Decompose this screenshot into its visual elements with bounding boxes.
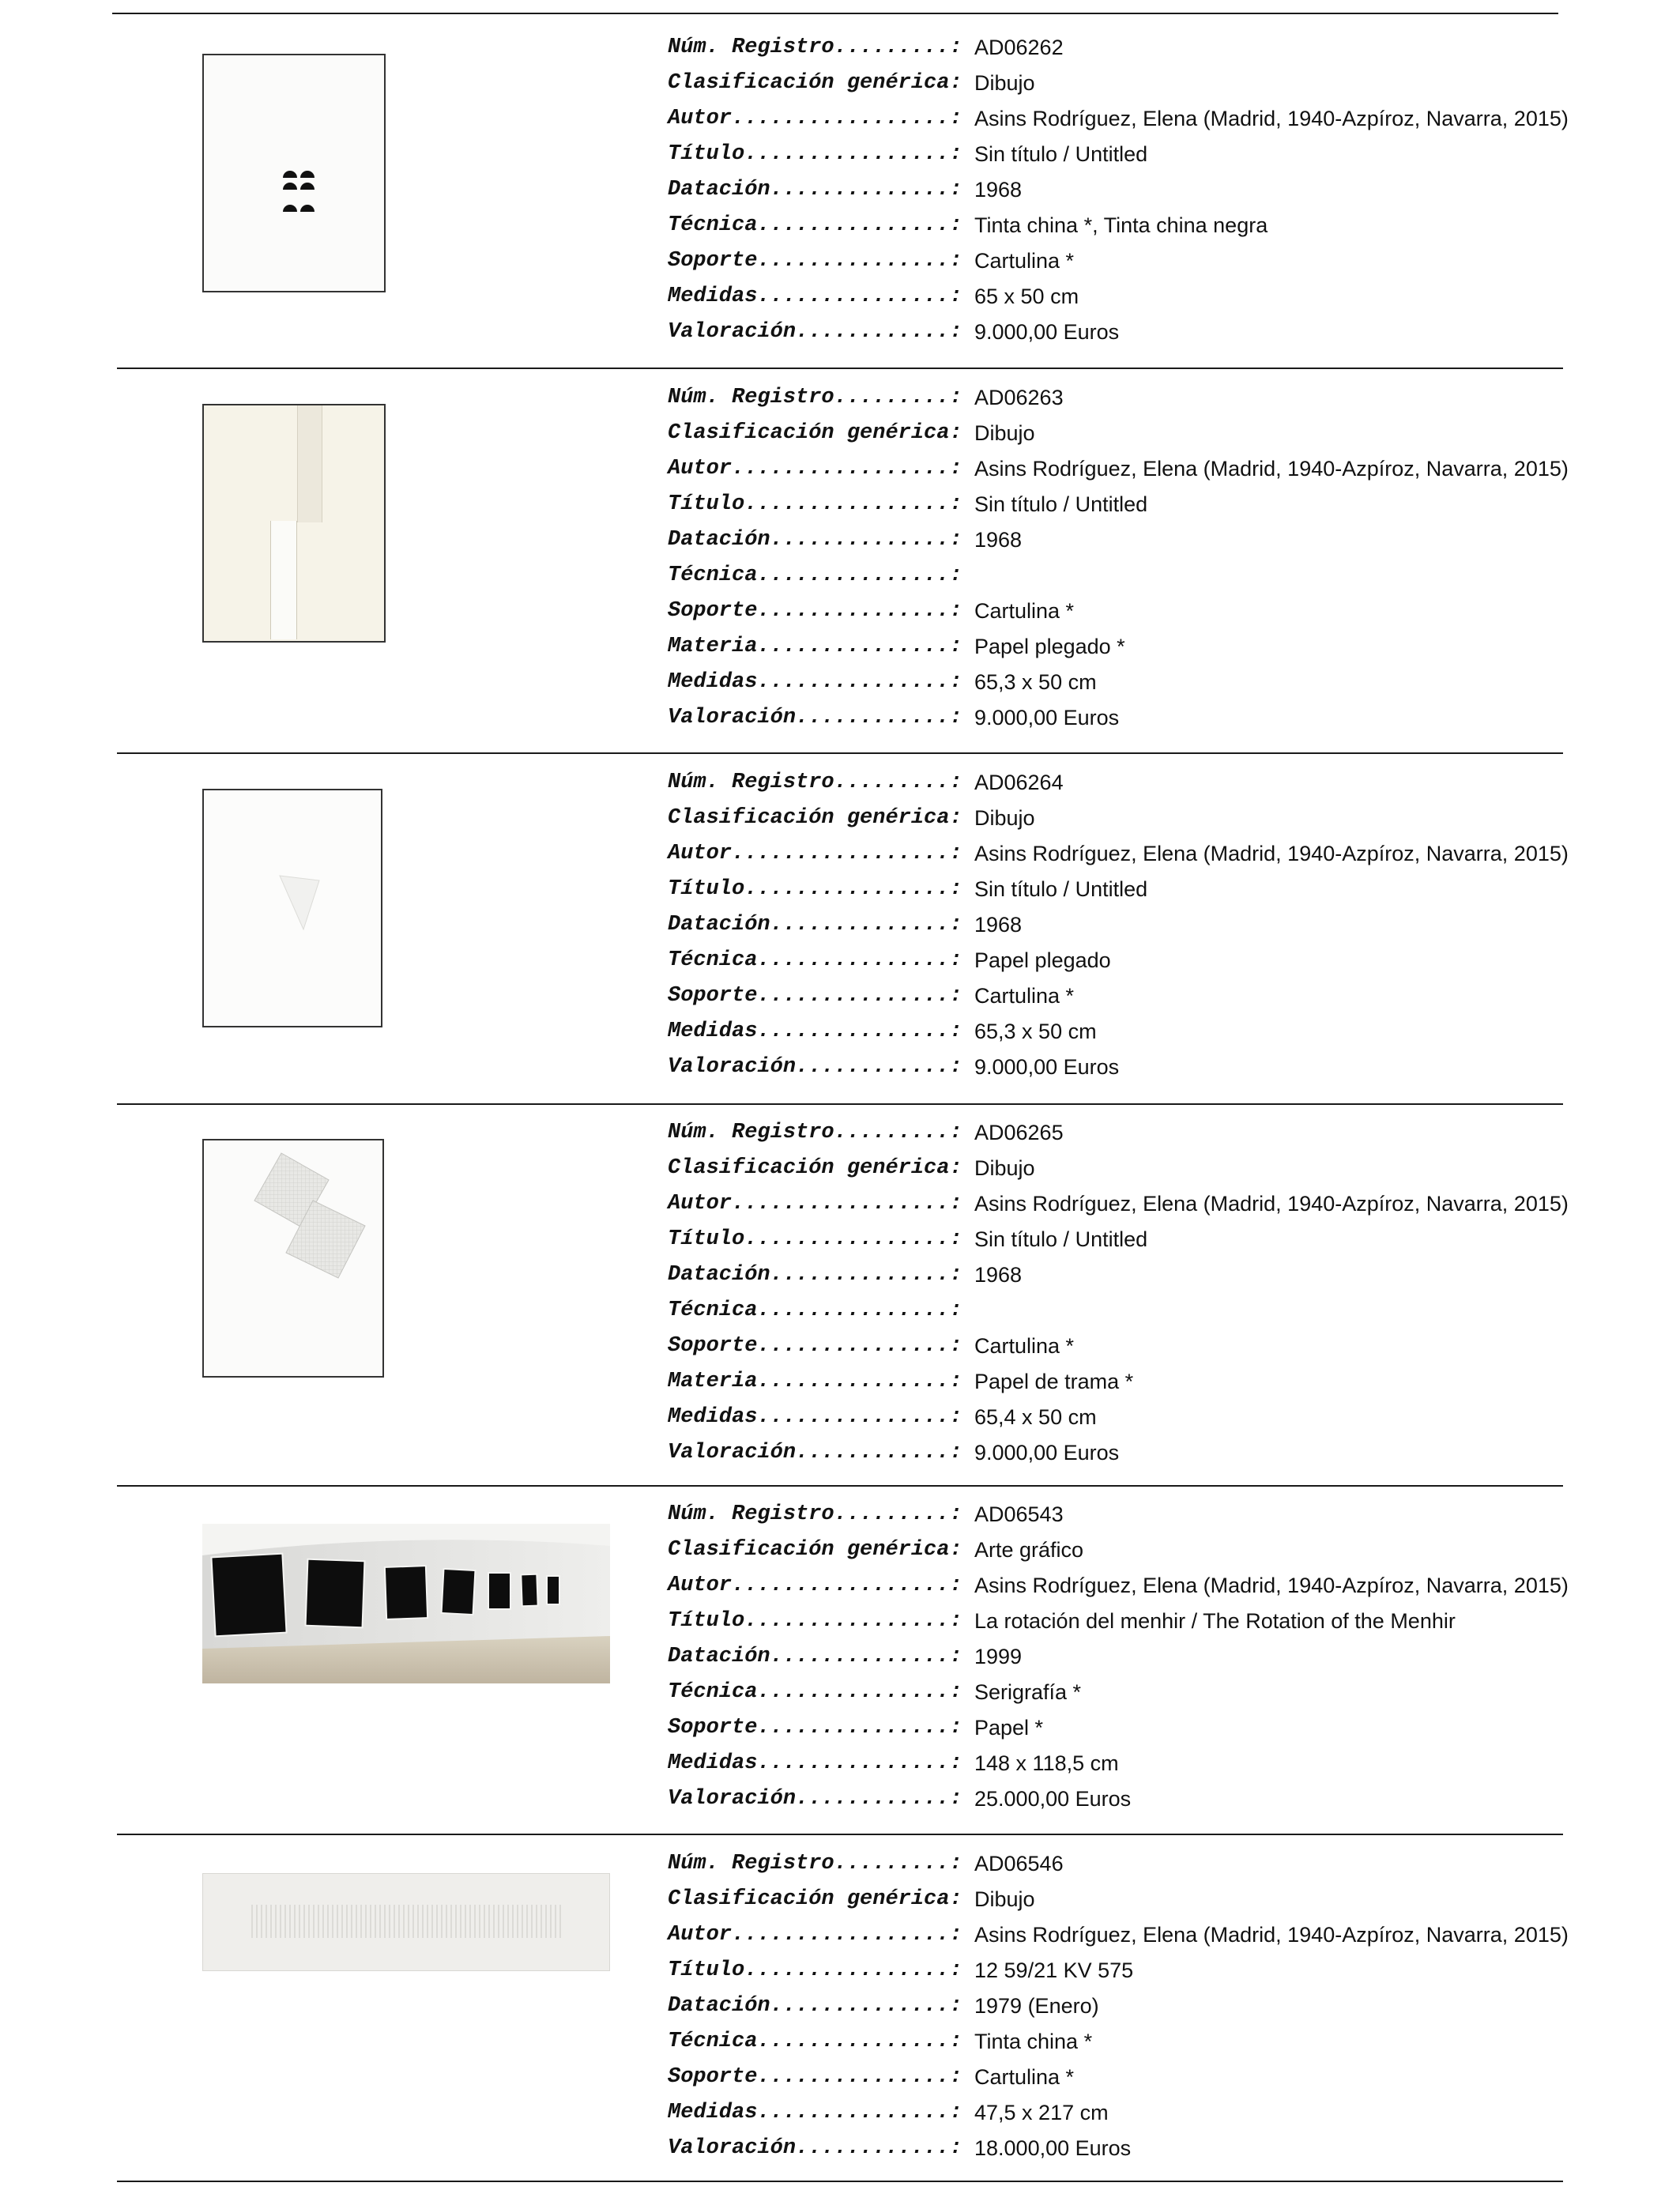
field-label: Soporte...............:	[668, 599, 962, 623]
clasificacion-value: Dibujo	[974, 1156, 1035, 1180]
record-divider	[117, 1834, 1563, 1835]
valoracion-value: 9.000,00 Euros	[974, 1055, 1120, 1079]
gallery-installation-photo	[202, 1524, 610, 1683]
registro-value: AD06264	[974, 771, 1064, 794]
field-label: Técnica...............:	[668, 2030, 962, 2053]
datacion-value: 1999	[974, 1645, 1023, 1668]
artwork-thumbnail	[202, 404, 386, 643]
record-divider	[117, 368, 1563, 369]
medidas-value: 47,5 x 217 cm	[974, 2101, 1109, 2124]
medidas-value: 148 x 118,5 cm	[974, 1751, 1119, 1775]
field-label: Autor.................:	[668, 842, 962, 865]
field-label: Núm. Registro.........:	[668, 1502, 962, 1526]
field-label: Medidas...............:	[668, 285, 962, 308]
autor-value: Asins Rodríguez, Elena (Madrid, 1940-Azpíroz, Navarra, 2015)	[974, 842, 1569, 865]
registro-value: AD06543	[974, 1502, 1064, 1526]
catalog-record	[0, 30, 1680, 362]
field-label: Título................:	[668, 1609, 962, 1633]
field-label: Medidas...............:	[668, 2101, 962, 2124]
field-label: Datación..............:	[668, 1645, 962, 1668]
valoracion-value: 9.000,00 Euros	[974, 706, 1120, 729]
field-label: Clasificación genérica:	[668, 71, 962, 95]
ink-lines-drawing	[202, 1873, 610, 1971]
field-label: Valoración............:	[668, 706, 962, 729]
field-label: Clasificación genérica:	[668, 421, 962, 445]
registro-value: AD06263	[974, 386, 1064, 409]
medidas-value: 65 x 50 cm	[974, 285, 1079, 308]
valoracion-value: 9.000,00 Euros	[974, 1441, 1120, 1465]
clasificacion-value: Dibujo	[974, 421, 1035, 445]
field-label: Soporte...............:	[668, 1334, 962, 1358]
field-label: Autor.................:	[668, 457, 962, 481]
field-label: Título................:	[668, 142, 962, 166]
catalog-record	[0, 380, 1680, 744]
tecnica-value: Tinta china *	[974, 2030, 1093, 2053]
field-label: Título................:	[668, 877, 962, 901]
field-label: Clasificación genérica:	[668, 1887, 962, 1911]
catalog-record	[0, 1846, 1680, 2178]
field-label: Soporte...............:	[668, 984, 962, 1008]
soporte-value: Cartulina *	[974, 1334, 1075, 1358]
field-label: Materia...............:	[668, 1370, 962, 1393]
record-divider	[117, 752, 1563, 754]
soporte-value: Cartulina *	[974, 599, 1075, 623]
materia-value: Papel plegado *	[974, 635, 1125, 658]
datacion-value: 1968	[974, 178, 1023, 202]
field-label: Medidas...............:	[668, 1020, 962, 1043]
titulo-value: 12 59/21 KV 575	[974, 1958, 1134, 1982]
field-label: Clasificación genérica:	[668, 1538, 962, 1562]
soporte-value: Papel *	[974, 1716, 1044, 1740]
record-divider	[117, 1485, 1563, 1487]
medidas-value: 65,3 x 50 cm	[974, 1020, 1097, 1043]
field-label: Técnica...............:	[668, 564, 962, 587]
soporte-value: Cartulina *	[974, 984, 1075, 1008]
record-divider	[117, 1103, 1563, 1105]
grid-paper-squares-illustration	[202, 1139, 384, 1378]
field-label: Soporte...............:	[668, 249, 962, 273]
field-label: Núm. Registro.........:	[668, 1121, 962, 1144]
datacion-value: 1968	[974, 528, 1023, 552]
field-label: Técnica...............:	[668, 213, 962, 237]
artwork-thumbnail	[202, 1873, 610, 1971]
artwork-thumbnail	[202, 789, 382, 1027]
field-label: Autor.................:	[668, 107, 962, 130]
field-label: Valoración............:	[668, 1441, 962, 1465]
field-label: Medidas...............:	[668, 1751, 962, 1775]
tecnica-value: Tinta china *, Tinta china negra	[974, 213, 1268, 237]
valoracion-value: 25.000,00 Euros	[974, 1787, 1132, 1811]
autor-value: Asins Rodríguez, Elena (Madrid, 1940-Azpíroz, Navarra, 2015)	[974, 457, 1569, 481]
valoracion-value: 18.000,00 Euros	[974, 2136, 1132, 2160]
autor-value: Asins Rodríguez, Elena (Madrid, 1940-Azpíroz, Navarra, 2015)	[974, 107, 1569, 130]
folded-paper-illustration	[202, 789, 382, 1027]
field-label: Técnica...............:	[668, 948, 962, 972]
titulo-value: Sin título / Untitled	[974, 1227, 1148, 1251]
bottom-rule	[117, 2181, 1563, 2182]
valoracion-value: 9.000,00 Euros	[974, 320, 1120, 344]
field-label: Clasificación genérica:	[668, 1156, 962, 1180]
tecnica-value: Serigrafía *	[974, 1680, 1082, 1704]
titulo-value: Sin título / Untitled	[974, 877, 1148, 901]
field-label: Título................:	[668, 1227, 962, 1251]
field-label: Datación..............:	[668, 1263, 962, 1287]
field-label: Medidas...............:	[668, 1405, 962, 1429]
field-label: Autor.................:	[668, 1192, 962, 1216]
tecnica-value: Papel plegado	[974, 948, 1111, 972]
field-label: Clasificación genérica:	[668, 806, 962, 830]
field-label: Medidas...............:	[668, 670, 962, 694]
field-label: Título................:	[668, 1958, 962, 1982]
medidas-value: 65,4 x 50 cm	[974, 1405, 1097, 1429]
autor-value: Asins Rodríguez, Elena (Madrid, 1940-Azpíroz, Navarra, 2015)	[974, 1923, 1569, 1947]
field-label: Datación..............:	[668, 178, 962, 202]
autor-value: Asins Rodríguez, Elena (Madrid, 1940-Azpíroz, Navarra, 2015)	[974, 1192, 1569, 1216]
artwork-thumbnail	[202, 1524, 610, 1683]
field-label: Núm. Registro.........:	[668, 771, 962, 794]
field-label: Técnica...............:	[668, 1299, 962, 1322]
top-rule	[112, 13, 1558, 14]
catalog-record	[0, 765, 1680, 1097]
field-label: Soporte...............:	[668, 2065, 962, 2089]
catalog-record	[0, 1497, 1680, 1829]
titulo-value: La rotación del menhir / The Rotation of the Menhir	[974, 1609, 1456, 1633]
field-label: Datación..............:	[668, 1994, 962, 2018]
field-label: Datación..............:	[668, 528, 962, 552]
datacion-value: 1979 (Enero)	[974, 1994, 1099, 2018]
soporte-value: Cartulina *	[974, 249, 1075, 273]
field-label: Núm. Registro.........:	[668, 36, 962, 59]
materia-value: Papel de trama *	[974, 1370, 1134, 1393]
field-label: Valoración............:	[668, 1055, 962, 1079]
soporte-value: Cartulina *	[974, 2065, 1075, 2089]
field-label: Técnica...............:	[668, 1680, 962, 1704]
artwork-thumbnail	[202, 54, 386, 292]
field-label: Valoración............:	[668, 320, 962, 344]
clasificacion-value: Dibujo	[974, 806, 1035, 830]
medidas-value: 65,3 x 50 cm	[974, 670, 1097, 694]
catalog-record	[0, 1115, 1680, 1479]
clasificacion-value: Dibujo	[974, 71, 1035, 95]
field-label: Valoración............:	[668, 1787, 962, 1811]
field-label: Autor.................:	[668, 1923, 962, 1947]
clasificacion-value: Dibujo	[974, 1887, 1035, 1911]
artwork-thumbnail	[202, 1139, 384, 1378]
field-label: Materia...............:	[668, 635, 962, 658]
ink-shapes-illustration	[202, 54, 386, 292]
datacion-value: 1968	[974, 1263, 1023, 1287]
field-label: Datación..............:	[668, 913, 962, 937]
field-label: Núm. Registro.........:	[668, 1852, 962, 1875]
registro-value: AD06262	[974, 36, 1064, 59]
field-label: Soporte...............:	[668, 1716, 962, 1740]
datacion-value: 1968	[974, 913, 1023, 937]
autor-value: Asins Rodríguez, Elena (Madrid, 1940-Azpíroz, Navarra, 2015)	[974, 1574, 1569, 1597]
field-label: Núm. Registro.........:	[668, 386, 962, 409]
registro-value: AD06546	[974, 1852, 1064, 1875]
clasificacion-value: Arte gráfico	[974, 1538, 1084, 1562]
field-label: Título................:	[668, 492, 962, 516]
field-label: Autor.................:	[668, 1574, 962, 1597]
registro-value: AD06265	[974, 1121, 1064, 1144]
titulo-value: Sin título / Untitled	[974, 492, 1148, 516]
titulo-value: Sin título / Untitled	[974, 142, 1148, 166]
field-label: Valoración............:	[668, 2136, 962, 2160]
